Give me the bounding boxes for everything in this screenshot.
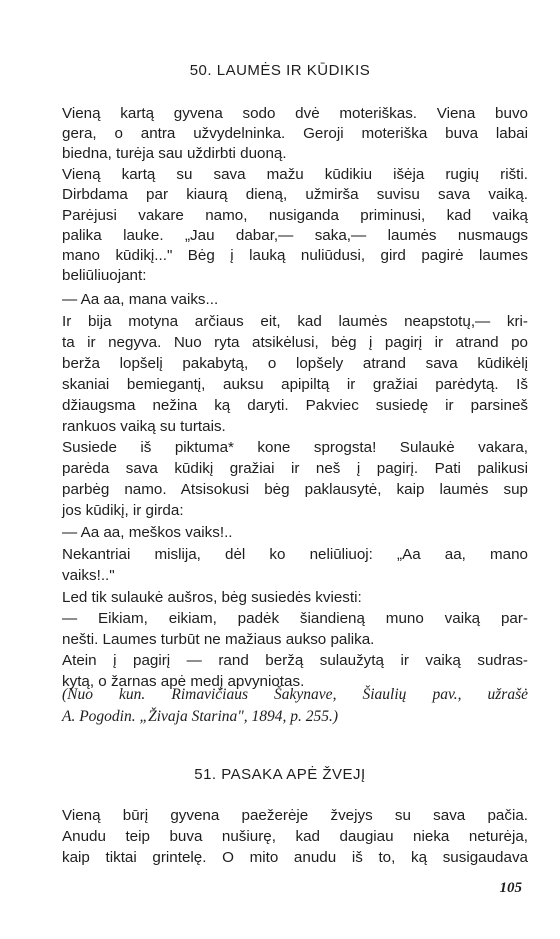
text-line: nešti. Laumes turbūt ne mažiaus aukso palika.	[62, 631, 375, 648]
text-line: Nekantriai mislija, dėl ko neliūliuoj: „Aa aa, mano	[62, 546, 528, 563]
citation-line: A. Pogodin. „Živaja Starina", 1894, p. 255.)	[62, 708, 339, 725]
text-line: jos kūdikį, ir girda:	[62, 502, 184, 519]
text-line: parėda sava kūdikį gražiai ir neš į pagirį. Pati palikusi	[62, 460, 528, 477]
text-line: Atein į pagirį — rand beržą sulaužytą ir vaiką sudras-	[62, 652, 528, 669]
text-line: džiaugsma nežina ką daryti. Pakviec susiedę ir parsineš	[62, 397, 528, 414]
text-line: palika lauke. „Jau dabar,— saka,— laumės nusmaugs	[62, 227, 528, 244]
text-line: gera, o antra užvydelninka. Geroji moteriška buva labai	[62, 125, 528, 142]
text-line: skaniai bemiegantį, auksu apipiltą ir gražiai parėdytą. Iš	[62, 376, 528, 393]
citation-line: (Nuo kun. Rimavičiaus Šakynave, Šiaulių pav., užrašė	[62, 686, 528, 703]
text-line: Vieną būrį gyvena paežerėje žvejys su sava pačia.	[62, 807, 528, 824]
text-line: mano kūdikį..." Bėg į lauką nuliūdusi, gird pagirė laumes	[62, 247, 528, 264]
text-line: — Aa aa, meškos vaiks!..	[62, 524, 233, 541]
text-line: kaip tiktai grintelę. O mito anudu iš to, ką susigaudava	[62, 849, 528, 866]
text-line: Vieną kartą gyvena sodo dvė moteriškas. Viena buvo	[62, 105, 528, 122]
story-title: 50. LAUMĖS IR KŪDIKIS	[189, 62, 371, 79]
text-line: Dirbdama par kiaurą dieną, užmirša suvisu sava vaiką.	[62, 186, 528, 203]
text-line: Anudu teip buva nušiurę, kad daugiau nieka neturėja,	[62, 828, 528, 845]
text-line: — Aa aa, mana vaiks...	[62, 291, 219, 308]
text-line: beliūliuojant:	[62, 267, 147, 284]
text-line: rankuos vaiką su turtais.	[62, 418, 226, 435]
text-line: kytą, o žarnas apė medį apvyniotas.	[62, 673, 305, 690]
text-line: Vieną kartą su sava mažu kūdikiu išėja rugių rišti.	[62, 166, 528, 183]
text-line: vaiks!.."	[62, 567, 115, 584]
text-line: parbėg namo. Atsisokusi bėg paklausytė, kaip laumės sup	[62, 481, 528, 498]
text-line: — Eikiam, eikiam, padėk šiandieną muno vaiką par-	[62, 610, 528, 627]
text-line: Parėjusi vakare namo, nusiganda priminusi, kad vaiką	[62, 207, 528, 224]
page-number: 105	[499, 880, 522, 896]
text-line: Ir bija motyna arčiaus eit, kad laumės neapstotų,— kri-	[62, 313, 528, 330]
text-line: Susiede iš piktuma* kone sprogsta! Sulaukė vakara,	[62, 439, 528, 456]
text-line: biedna, turėja sau uždirbti duoną.	[62, 145, 287, 162]
text-line: berža lopšelį pakabytą, o lopšely atrand sava kūdikėlį	[62, 355, 528, 372]
text-line: Led tik sulaukė aušros, bėg susiedės kviesti:	[62, 589, 362, 606]
story-title: 51. PASAKA APĖ ŽVEJĮ	[194, 766, 366, 783]
text-line: ta ir negyva. Nuo ryta atsikėlusi, bėg į pagirį ir atrand po	[62, 334, 528, 351]
